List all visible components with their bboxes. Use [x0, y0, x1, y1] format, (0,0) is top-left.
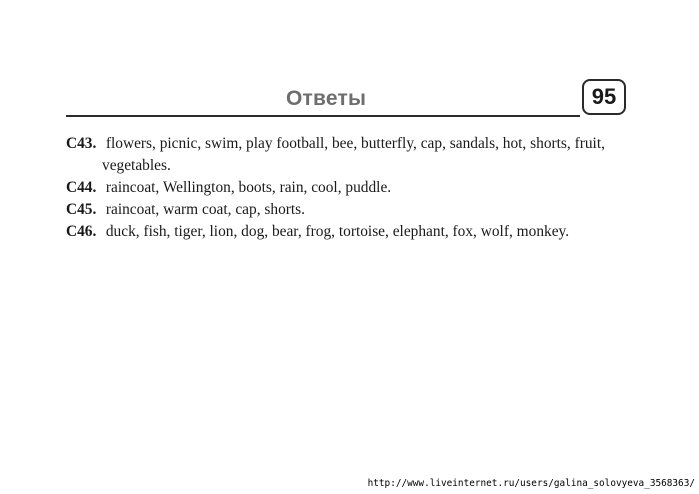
answer-text: raincoat, Wellington, boots, rain, cool, puddle. — [105, 179, 392, 196]
answer-id: C43. — [66, 135, 97, 152]
answer-item — [66, 221, 636, 243]
section-title: Ответы — [286, 87, 367, 110]
answer-id: C44. — [66, 179, 97, 196]
page-number: 95 — [591, 84, 617, 109]
header-divider — [66, 115, 580, 117]
answer-text: flowers, picnic, swim, play football, bee, butterfly, cap, sandals, hot, shorts, fruit, vegetables. — [102, 135, 605, 174]
answer-id: C46. — [66, 223, 97, 240]
answer-item — [66, 177, 636, 199]
page-number-box — [582, 79, 626, 115]
answer-id: C45. — [66, 201, 97, 218]
answer-item — [66, 133, 636, 177]
answer-text: raincoat, warm coat, cap, shorts. — [105, 201, 306, 218]
source-url-watermark: http://www.liveinternet.ru/users/galina_solovyeva_3568363/ — [367, 478, 695, 489]
answer-item — [66, 199, 636, 221]
answer-text: duck, fish, tiger, lion, dog, bear, frog, tortoise, elephant, fox, wolf, monkey. — [105, 223, 570, 240]
answers-list — [66, 133, 636, 243]
